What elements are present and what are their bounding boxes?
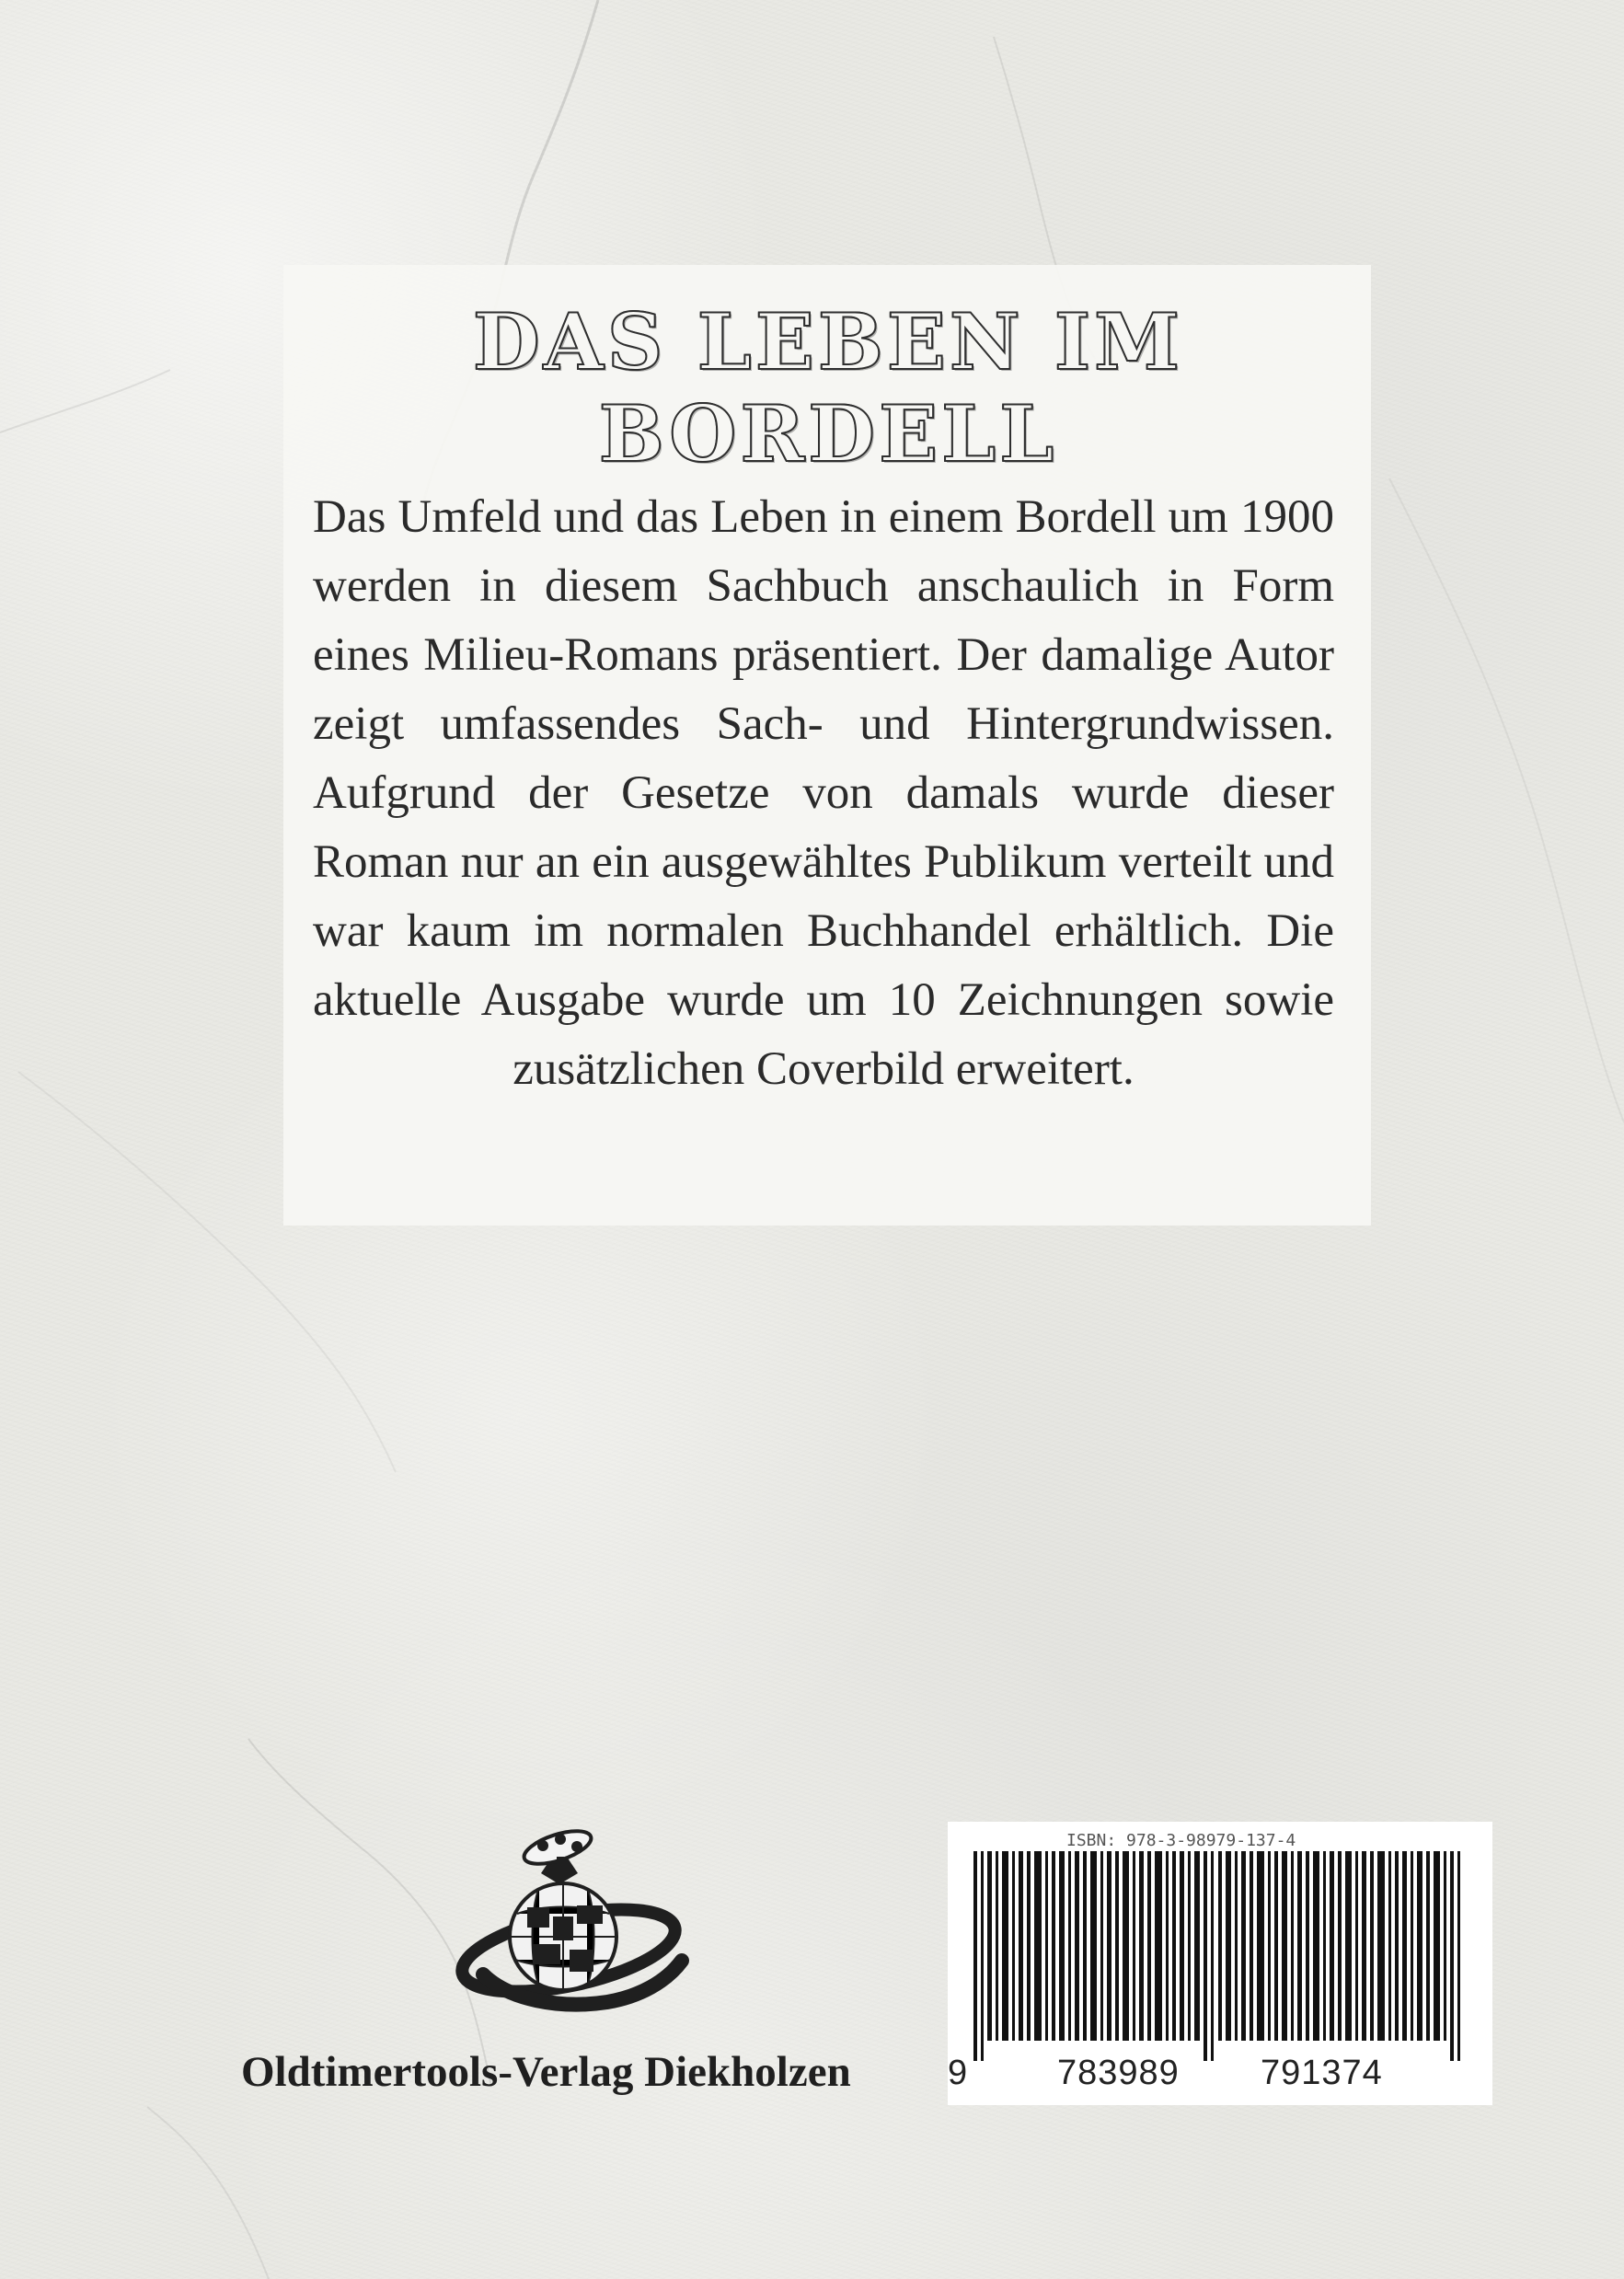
barcode-digit-group-2: 791374 (1261, 2054, 1383, 2092)
barcode-digit-group-1: 783989 (1057, 2054, 1180, 2092)
book-description: Das Umfeld und das Leben in einem Bordell um 1900 werden in diesem Sachbuch anschaulich in Form eines Milieu-Romans präsentiert. Der damalige Autor zeigt umfassendes Sach- und Hintergrundwissen. Aufgrund der Gesetze von damals wurde dieser Roman nur an ein ausgewähltes Publikum verteilt und war kaum im normalen Buchhandel erhältlich. Die aktuelle Ausgabe wurde um 10 Zeichnungen sowie zusätzlichen Coverbild erweitert. (313, 491, 1334, 1095)
book-title: DAS LEBEN IM BORDELL (472, 296, 1184, 479)
globe-logo-icon (451, 1829, 690, 2022)
isbn-barcode-box (948, 1822, 1492, 2105)
publisher-name: Oldtimertools-Verlag Diekholzen (241, 2048, 851, 2096)
globe-logo-icon (451, 1829, 690, 2022)
barcode-prefix-digit: 9 (948, 2054, 969, 2092)
barcode-icon (973, 1851, 1467, 2061)
isbn-label: ISBN: 978-3-98979-137-4 (1066, 1831, 1296, 1850)
